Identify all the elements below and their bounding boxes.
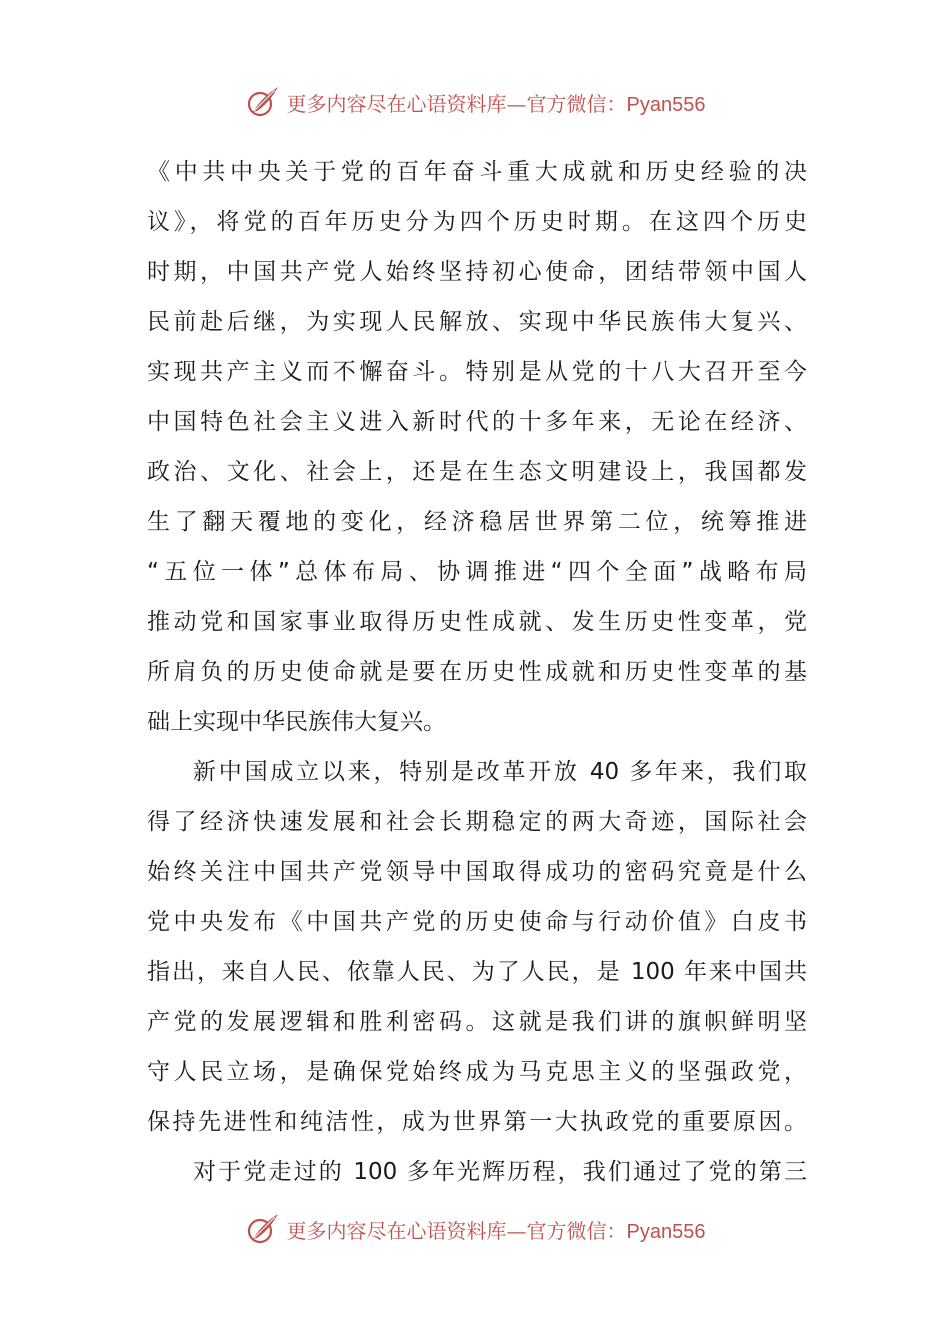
site-name: 更多内容尽在心语资料库 (286, 1218, 507, 1243)
text-line: 指出，来自人民、依靠人民、为了人民，是 100 年来中国共 (147, 959, 807, 985)
document-body (147, 147, 807, 1197)
text-line: “五位一体”总体布局、协调推进“四个全面”战略布局 (147, 559, 807, 585)
text-line: 新中国成立以来，特别是改革开放 40 多年来，我们取 (193, 759, 807, 785)
separator: — (506, 91, 527, 116)
text-line: 党中央发布《中国共产党的历史使命与行动价值》白皮书 (147, 909, 807, 935)
text-line: 得了经济快速发展和社会长期稳定的两大奇迹，国际社会 (147, 809, 807, 835)
text-line: 保持先进性和纯洁性，成为世界第一大执政党的重要原因。 (147, 1109, 807, 1135)
text-line: 推动党和国家事业取得历史性成就、发生历史性变革，党 (147, 609, 807, 635)
wechat-label: 官方微信： (526, 1218, 627, 1243)
feather-pen-logo-icon (245, 1211, 281, 1247)
text-line: 始终关注中国共产党领导中国取得成功的密码究竟是什么 (147, 859, 807, 885)
text-line: 《中共中央关于党的百年奋斗重大成就和历史经验的决 (147, 159, 807, 185)
text-line: 守人民立场，是确保党始终成为马克思主义的坚强政党， (147, 1059, 807, 1085)
feather-pen-logo-icon (245, 84, 281, 120)
text-line: 政治、文化、社会上，还是在生态文明建设上，我国都发 (147, 459, 807, 485)
text-line: 中国特色社会主义进入新时代的十多年来，无论在经济、 (147, 409, 807, 435)
footer-banner-text (287, 1215, 706, 1244)
text-line: 实现共产主义而不懈奋斗。特别是从党的十八大召开至今 (147, 359, 807, 385)
wechat-id: Pyan556 (626, 1220, 706, 1243)
site-name: 更多内容尽在心语资料库 (286, 91, 507, 116)
text-line: 对于党走过的 100 多年光辉历程，我们通过了党的第三 (193, 1159, 807, 1185)
text-line: 民前赴后继，为实现人民解放、实现中华民族伟大复兴、 (147, 309, 807, 335)
wechat-id: Pyan556 (626, 93, 706, 116)
text-line: 时期，中国共产党人始终坚持初心使命，团结带领中国人 (147, 259, 807, 285)
text-line: 议》，将党的百年历史分为四个历史时期。在这四个历史 (147, 209, 807, 235)
footer-banner (0, 1209, 950, 1249)
text-line: 生了翻天覆地的变化，经济稳居世界第二位，统筹推进 (147, 509, 807, 535)
header-banner (0, 82, 950, 122)
header-banner-text (287, 88, 706, 117)
wechat-label: 官方微信： (526, 91, 627, 116)
text-line: 产党的发展逻辑和胜利密码。这就是我们讲的旗帜鲜明坚 (147, 1009, 807, 1035)
text-line: 础上实现中华民族伟大复兴。 (147, 709, 446, 735)
text-line: 所肩负的历史使命就是要在历史性成就和历史性变革的基 (147, 659, 807, 685)
separator: — (506, 1218, 527, 1243)
